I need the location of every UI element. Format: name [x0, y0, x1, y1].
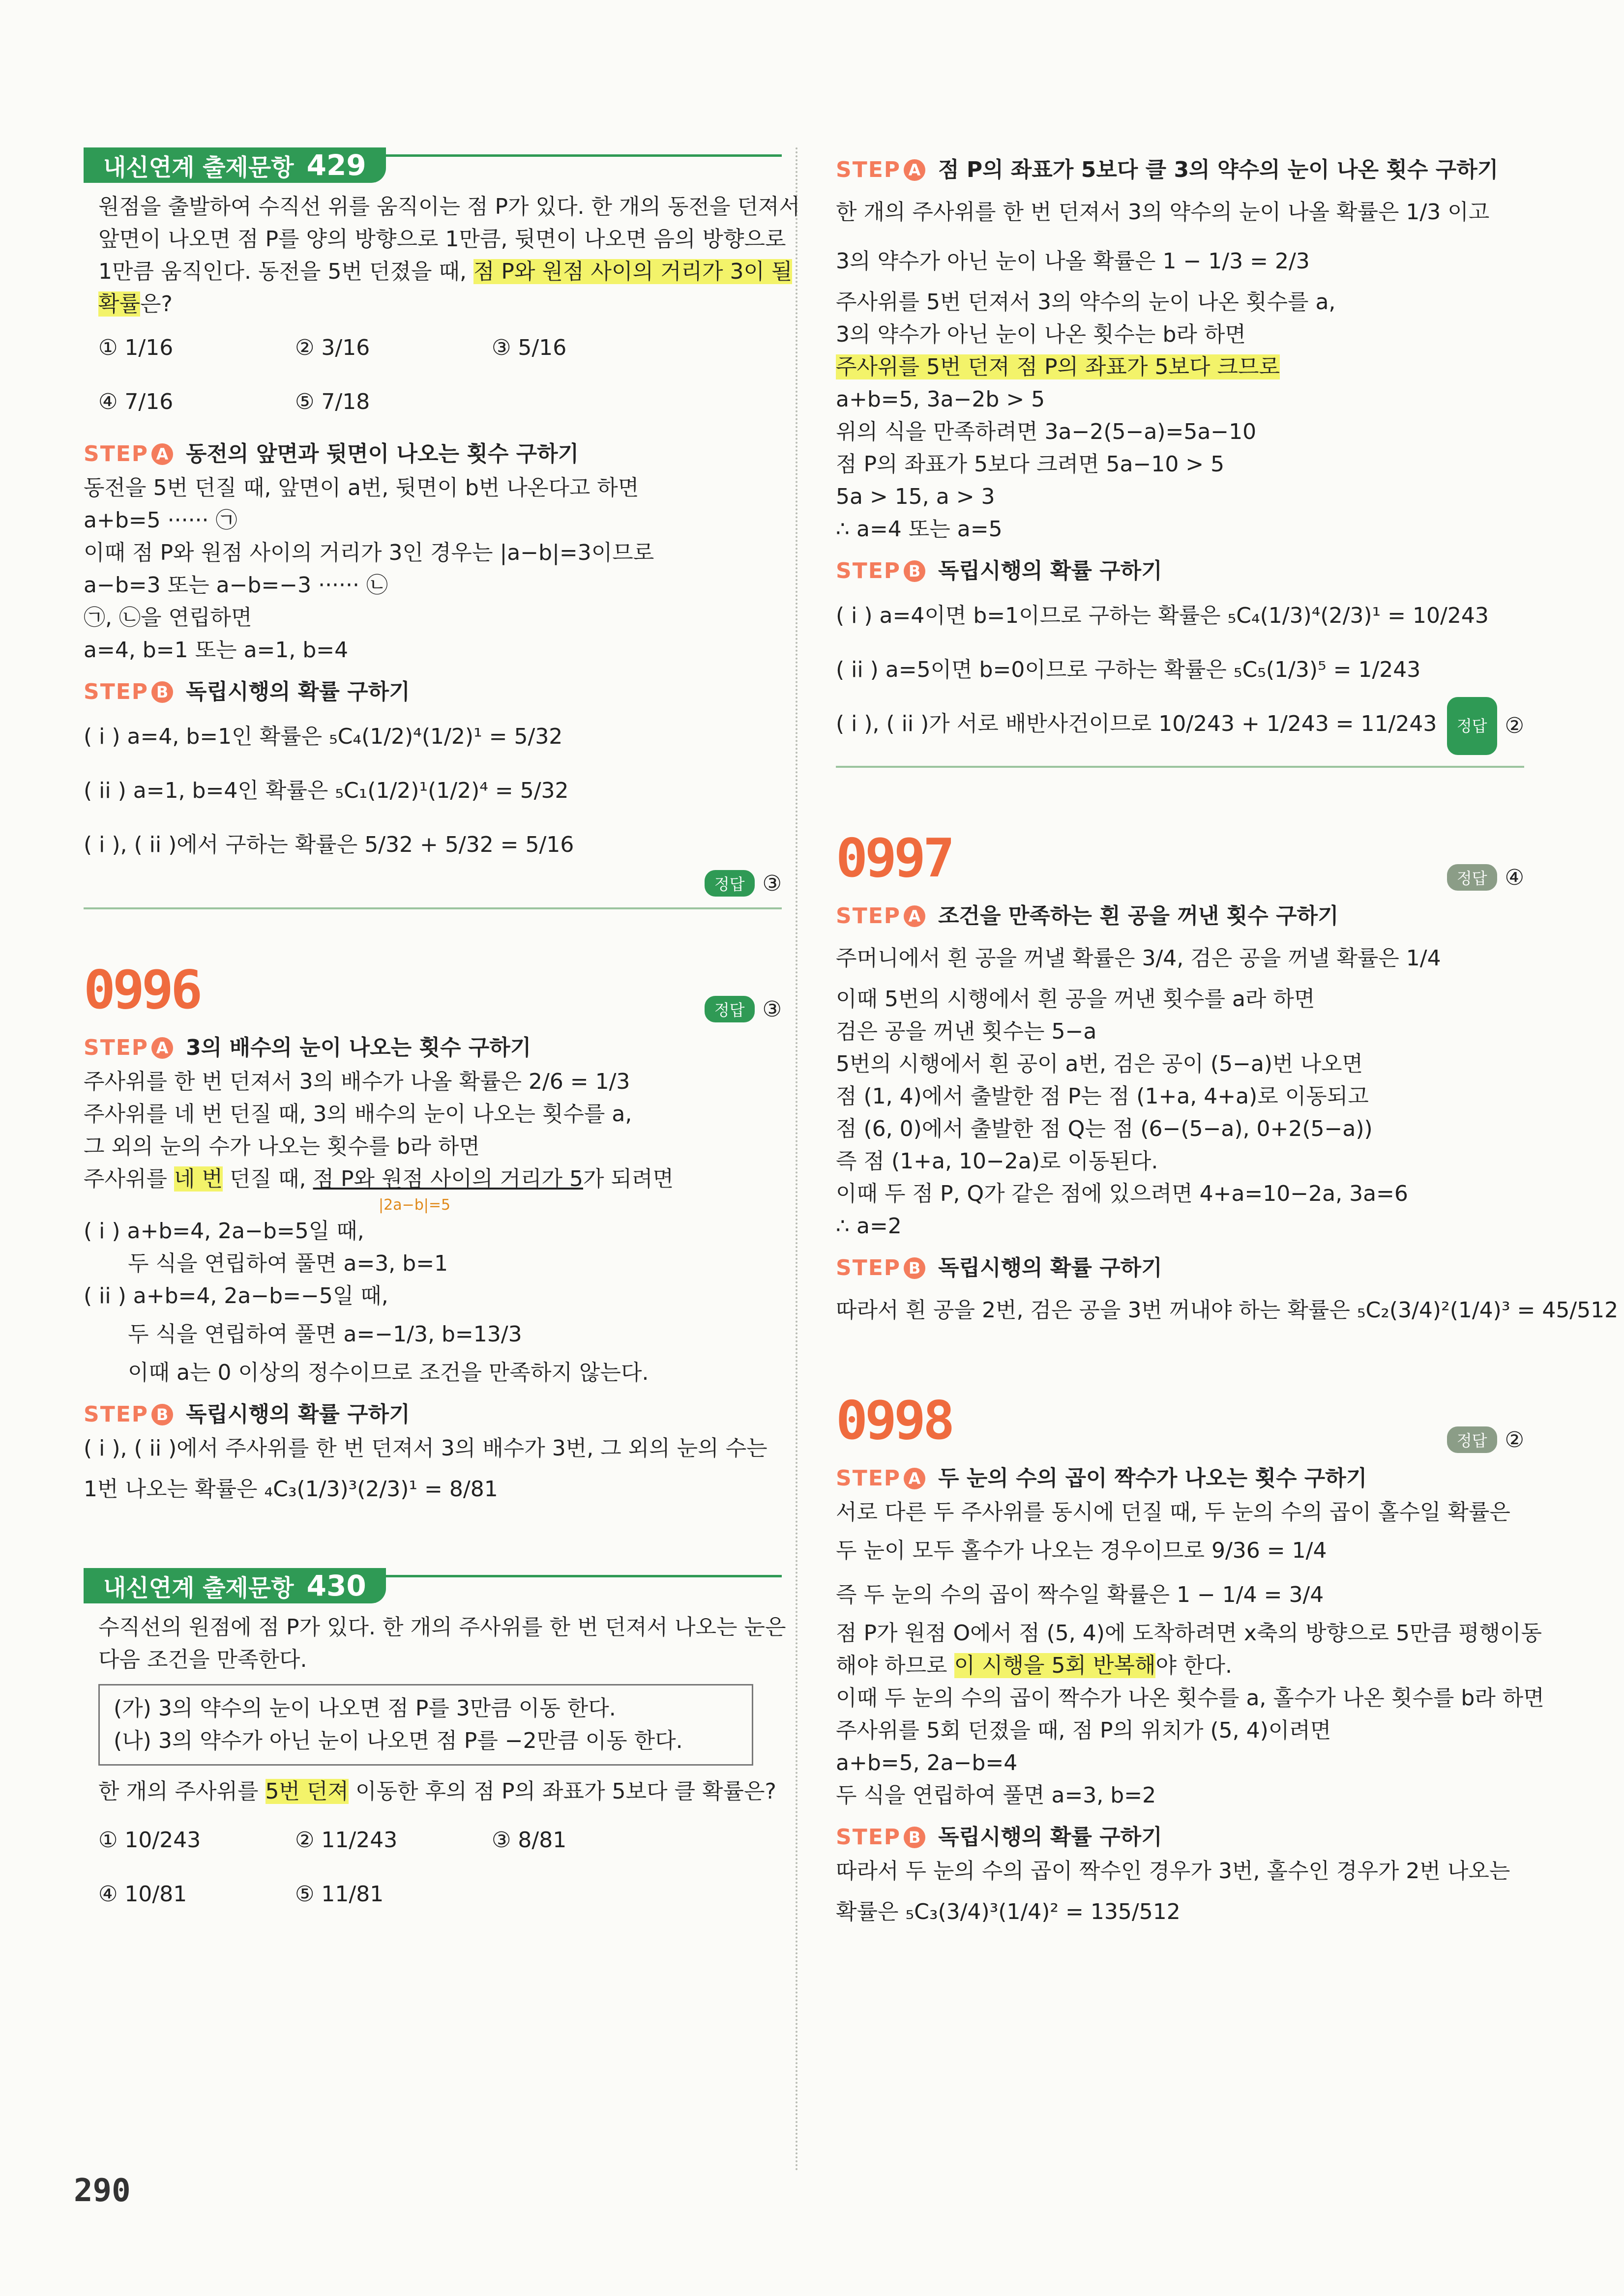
step-b-heading: [836, 1250, 1524, 1286]
step-b-heading: [84, 1397, 782, 1432]
condition-line: (가) 3의 약수의 눈이 나오면 점 P를 3만큼 이동 한다.: [114, 1696, 616, 1721]
solution-line: 주사위를 5회 던졌을 때, 점 P의 위치가 (5, 4)이려면: [836, 1718, 1331, 1743]
solution-line: 점 P가 원점 O에서 점 (5, 4)에 도착하려면 x축의 방향으로 5만큼 평행이동: [836, 1621, 1542, 1646]
step-a-heading: [84, 436, 782, 472]
solution-line: ∴ a=2: [836, 1214, 902, 1239]
answer-label: 정답: [705, 996, 755, 1022]
tag-number: 429: [306, 148, 366, 182]
solution-line: ( i ) a=4이면 b=1이므로 구하는 확률은 ₅C₄(1/3)⁴(2/3)¹ = 10/243: [836, 603, 1489, 628]
step-badge: A: [904, 1468, 925, 1489]
answer-badge: [1447, 697, 1524, 755]
step-a-heading: [836, 152, 1524, 188]
step-title: 독립시행의 확률 구하기: [938, 558, 1162, 583]
solution-line: ( i ) a=4, b=1인 확률은 ₅C₄(1/2)⁴(1/2)¹ = 5/32: [84, 724, 563, 749]
solution-line: a+b=5, 3a−2b > 5: [836, 387, 1045, 412]
solution-line: 동전을 5번 던질 때, 앞면이 a번, 뒷면이 b번 나온다고 하면: [84, 475, 639, 500]
right-column: [836, 147, 1619, 1937]
solution-line: 이때 5번의 시행에서 흰 공을 꺼낸 횟수를 a라 하면: [836, 987, 1315, 1012]
solution-line: ( ii ) a=5이면 b=0이므로 구하는 확률은 ₅C₅(1/3)⁵ = 1/243: [836, 657, 1421, 682]
highlight: 이 시행을 5회 반복해: [954, 1653, 1156, 1678]
step-badge: B: [904, 560, 925, 582]
text: 이동한 후의 점 P의 좌표가 5보다 클 확률은?: [349, 1779, 776, 1804]
choice: ③ 8/81: [492, 1827, 567, 1853]
solution-line: 주머니에서 흰 공을 꺼낼 확률은 3/4, 검은 공을 꺼낼 확률은 1/4: [836, 946, 1441, 971]
annotation-note: |2a−b|=5: [379, 1196, 451, 1214]
solution-line: 즉 두 눈의 수의 곱이 짝수일 확률은 1 − 1/4 = 3/4: [836, 1582, 1324, 1607]
question-line: 앞면이 나오면 점 P를 양의 방향으로 1만큼, 뒷면이 나오면 음의 방향으로: [98, 227, 786, 252]
solution-line: 점 (1, 4)에서 출발한 점 P는 점 (1+a, 4+a)로 이동되고: [836, 1084, 1369, 1109]
solution-line: 점 (6, 0)에서 출발한 점 Q는 점 (6−(5−a), 0+2(5−a)): [836, 1116, 1373, 1141]
step-badge: B: [151, 681, 173, 703]
answer-badge: [1447, 864, 1524, 891]
step-badge: A: [904, 905, 925, 927]
problem-429-header: [84, 147, 782, 191]
solution-line: 두 눈이 모두 홀수가 나오는 경우이므로 9/36 = 1/4: [836, 1538, 1327, 1563]
text: ( i ), ( ii )가 서로 배반사건이므로 10/243 + 1/243 = 11/243: [836, 711, 1437, 736]
solution-line: 이때 두 눈의 수의 곱이 짝수가 나온 횟수를 a, 홀수가 나온 횟수를 b라 하면: [836, 1686, 1544, 1711]
choice: ⑤ 7/18: [295, 389, 370, 414]
step-badge: A: [151, 443, 173, 465]
section-separator: [84, 907, 782, 909]
solution-line: 따라서 흰 공을 2번, 검은 공을 3번 꺼내야 하는 확률은 ₅C₂(3/4)²(1/4)³ = 45/512: [836, 1298, 1619, 1323]
choice: ① 1/16: [98, 335, 174, 360]
problem-430-header: [84, 1568, 782, 1611]
problem-number: 0998: [836, 1390, 952, 1452]
text: 야 한다.: [1155, 1653, 1232, 1678]
step-b-heading: [84, 674, 782, 710]
step-label: STEP: [836, 903, 901, 929]
step-label: STEP: [836, 558, 901, 583]
question-line: 수직선의 원점에 점 P가 있다. 한 개의 주사위를 한 번 던져서 나오는 눈은: [98, 1615, 786, 1640]
choice: ② 3/16: [295, 335, 370, 360]
step-title: 조건을 만족하는 흰 공을 꺼낸 횟수 구하기: [938, 903, 1339, 929]
step-label: STEP: [836, 1466, 901, 1491]
solution-line: ( i ), ( ii )에서 주사위를 한 번 던져서 3의 배수가 3번, 그 외의 눈의 수는: [84, 1436, 768, 1461]
choices: [98, 1813, 782, 1921]
problem-430-question: [84, 1611, 786, 1921]
step-title: 두 눈의 수의 곱이 짝수가 나오는 횟수 구하기: [938, 1466, 1367, 1491]
highlight: 5번 던져: [265, 1779, 349, 1804]
choice: ④ 7/16: [98, 389, 174, 414]
answer-value: ②: [1505, 1427, 1524, 1453]
answer-value: ③: [762, 871, 782, 896]
step-badge: B: [904, 1257, 925, 1279]
answer-label: 정답: [1447, 697, 1497, 755]
tag-label: 내신연계 출제문항: [103, 153, 294, 181]
solution-line: 1번 나오는 확률은 ₄C₃(1/3)³(2/3)¹ = 8/81: [84, 1477, 498, 1502]
text: 한 개의 주사위를: [98, 1779, 266, 1804]
solution-line: ㉠, ㉡을 연립하면: [84, 605, 252, 630]
question-line: [98, 1775, 782, 1808]
answer-value: ④: [1505, 865, 1524, 890]
left-column: [84, 147, 800, 1921]
page-number: 290: [74, 2173, 131, 2209]
choice: ① 10/243: [98, 1827, 201, 1853]
solution-line: 검은 공을 꺼낸 횟수는 5−a: [836, 1019, 1097, 1044]
answer-row: [84, 870, 782, 897]
highlight: 확률: [98, 291, 141, 317]
answer-badge: [705, 996, 782, 1022]
text: 주사위를: [84, 1166, 175, 1192]
step-label: STEP: [836, 1255, 901, 1280]
step-a-heading: [84, 1030, 782, 1066]
choices: [98, 320, 782, 429]
answer-value: ②: [1505, 713, 1524, 738]
step-label: STEP: [84, 1035, 149, 1060]
step-title: 3의 배수의 눈이 나오는 횟수 구하기: [186, 1035, 531, 1060]
problem-number: 0997: [836, 828, 952, 889]
answer-label: 정답: [1447, 1426, 1497, 1453]
column-divider: [796, 147, 797, 2173]
step-label: STEP: [836, 1825, 901, 1850]
solution-line: ( ii ) a=1, b=4인 확률은 ₅C₁(1/2)¹(1/2)⁴ = 5/32: [84, 778, 569, 803]
step-title: 독립시행의 확률 구하기: [938, 1255, 1162, 1280]
step-label: STEP: [836, 157, 901, 182]
solution-line: 그 외의 눈의 수가 나오는 횟수를 b라 하면: [84, 1134, 480, 1159]
problem-430-tag: [84, 1568, 386, 1603]
condition-line: (나) 3의 약수가 아닌 눈이 나오면 점 P를 −2만큼 이동 한다.: [114, 1728, 683, 1753]
step-label: STEP: [84, 679, 149, 704]
solution-line: a=4, b=1 또는 a=1, b=4: [84, 638, 349, 663]
solution-line: 한 개의 주사위를 한 번 던져서 3의 약수의 눈이 나올 확률은 1/3 이고: [836, 200, 1490, 225]
step-title: 동전의 앞면과 뒷면이 나오는 횟수 구하기: [186, 441, 579, 466]
solution-line: 3의 약수가 아닌 눈이 나온 횟수는 b라 하면: [836, 322, 1246, 347]
solution-line: 따라서 두 눈의 수의 곱이 짝수인 경우가 3번, 홀수인 경우가 2번 나오는: [836, 1859, 1510, 1884]
question-line: [98, 288, 782, 320]
step-title: 점 P의 좌표가 5보다 클 3의 약수의 눈이 나온 횟수 구하기: [938, 157, 1499, 182]
step-title: 독립시행의 확률 구하기: [938, 1825, 1162, 1850]
solution-line: 두 식을 연립하여 풀면 a=−1/3, b=13/3: [128, 1322, 522, 1347]
solution-line: 주사위를 네 번 던질 때, 3의 배수의 눈이 나오는 횟수를 a,: [84, 1102, 632, 1127]
choice: ② 11/243: [295, 1827, 398, 1853]
problem-0998-header: [836, 1389, 1524, 1453]
answer-badge: [705, 870, 782, 897]
underlined-text: 점 P와 원점 사이의 거리가 5: [313, 1166, 583, 1192]
text: 해야 하므로: [836, 1653, 954, 1678]
step-b-heading: [836, 1820, 1524, 1855]
solution-line: 5a > 15, a > 3: [836, 484, 995, 509]
solution-line: 이때 점 P와 원점 사이의 거리가 3인 경우는 |a−b|=3이므로: [84, 540, 654, 565]
question-text: 은?: [140, 291, 173, 317]
solution-line: a−b=3 또는 a−b=−3 ······ ㉡: [84, 573, 388, 598]
question-text: 1만큼 움직인다. 동전을 5번 던졌을 때,: [98, 259, 473, 284]
text: 가 되려면: [583, 1166, 674, 1192]
step-a-heading: [836, 1461, 1524, 1496]
solution-line: a+b=5, 2a−b=4: [836, 1750, 1018, 1775]
condition-box: [98, 1684, 753, 1766]
question-line: [98, 256, 793, 288]
solution-line: 주사위를 한 번 던져서 3의 배수가 나올 확률은 2/6 = 1/3: [84, 1069, 630, 1094]
solution-line: 이때 두 점 P, Q가 같은 점에 있으려면 4+a=10−2a, 3a=6: [836, 1181, 1408, 1206]
solution-line: [84, 1163, 782, 1195]
answer-value: ③: [762, 996, 782, 1022]
solution-line: [836, 1650, 1524, 1682]
solution-line: 위의 식을 만족하려면 3a−2(5−a)=5a−10: [836, 419, 1257, 444]
highlight: 주사위를 5번 던져 점 P의 좌표가 5보다 크므로: [836, 354, 1280, 379]
problem-429-question: [84, 191, 800, 429]
question-line: 원점을 출발하여 수직선 위를 움직이는 점 P가 있다. 한 개의 동전을 던져서: [98, 194, 800, 219]
tag-label: 내신연계 출제문항: [103, 1574, 294, 1602]
solution-line: 주사위를 5번 던져서 3의 약수의 눈이 나온 횟수를 a,: [836, 290, 1336, 315]
choice: ③ 5/16: [492, 335, 567, 360]
solution-line: 즉 점 (1+a, 10−2a)로 이동된다.: [836, 1149, 1158, 1174]
answer-label: 정답: [705, 870, 755, 897]
solution-line: ( i ) a+b=4, 2a−b=5일 때,: [84, 1219, 364, 1244]
solution-line: 두 식을 연립하여 풀면 a=3, b=2: [836, 1783, 1156, 1808]
step-badge: B: [151, 1404, 173, 1425]
solution-line: a+b=5 ······ ㉠: [84, 508, 237, 533]
problem-0996-header: [84, 959, 782, 1022]
text: 던질 때,: [223, 1166, 313, 1192]
solution-line: 3의 약수가 아닌 눈이 나올 확률은 1 − 1/3 = 2/3: [836, 249, 1310, 274]
problem-429-tag: [84, 147, 386, 183]
solution-line: [836, 697, 1524, 755]
choice: ④ 10/81: [98, 1881, 187, 1907]
step-badge: B: [904, 1827, 925, 1848]
solution-line: 확률은 ₅C₃(3/4)³(1/4)² = 135/512: [836, 1899, 1181, 1924]
step-label: STEP: [84, 1402, 149, 1427]
answer-badge: [1447, 1426, 1524, 1453]
answer-label: 정답: [1447, 864, 1497, 891]
choice: ⑤ 11/81: [295, 1881, 384, 1907]
highlight: 네 번: [174, 1166, 223, 1192]
solution-line: ∴ a=4 또는 a=5: [836, 517, 1003, 542]
step-label: STEP: [84, 441, 149, 466]
tag-number: 430: [306, 1569, 366, 1602]
step-a-heading: [836, 899, 1524, 934]
problem-number: 0996: [84, 959, 200, 1021]
solution-line: ( i ), ( ii )에서 구하는 확률은 5/32 + 5/32 = 5/16: [84, 832, 574, 857]
section-separator: [836, 766, 1524, 768]
highlight: 점 P와 원점 사이의 거리가 3이 될: [473, 259, 793, 284]
solution-line: 두 식을 연립하여 풀면 a=3, b=1: [128, 1251, 448, 1276]
step-title: 독립시행의 확률 구하기: [186, 679, 410, 704]
solution-line: ( ii ) a+b=4, 2a−b=−5일 때,: [84, 1283, 388, 1308]
solution-line: 5번의 시행에서 흰 공이 a번, 검은 공이 (5−a)번 나오면: [836, 1051, 1363, 1076]
solution-line: 서로 다른 두 주사위를 동시에 던질 때, 두 눈의 수의 곱이 홀수일 확률은: [836, 1500, 1510, 1525]
question-line: 다음 조건을 만족한다.: [98, 1647, 307, 1672]
step-title: 독립시행의 확률 구하기: [186, 1402, 410, 1427]
solution-line: 이때 a는 0 이상의 정수이므로 조건을 만족하지 않는다.: [128, 1360, 649, 1385]
step-badge: A: [151, 1037, 173, 1059]
step-badge: A: [904, 159, 925, 181]
problem-0997-header: [836, 827, 1524, 891]
step-b-heading: [836, 553, 1524, 589]
solution-line: 점 P의 좌표가 5보다 크려면 5a−10 > 5: [836, 452, 1225, 477]
